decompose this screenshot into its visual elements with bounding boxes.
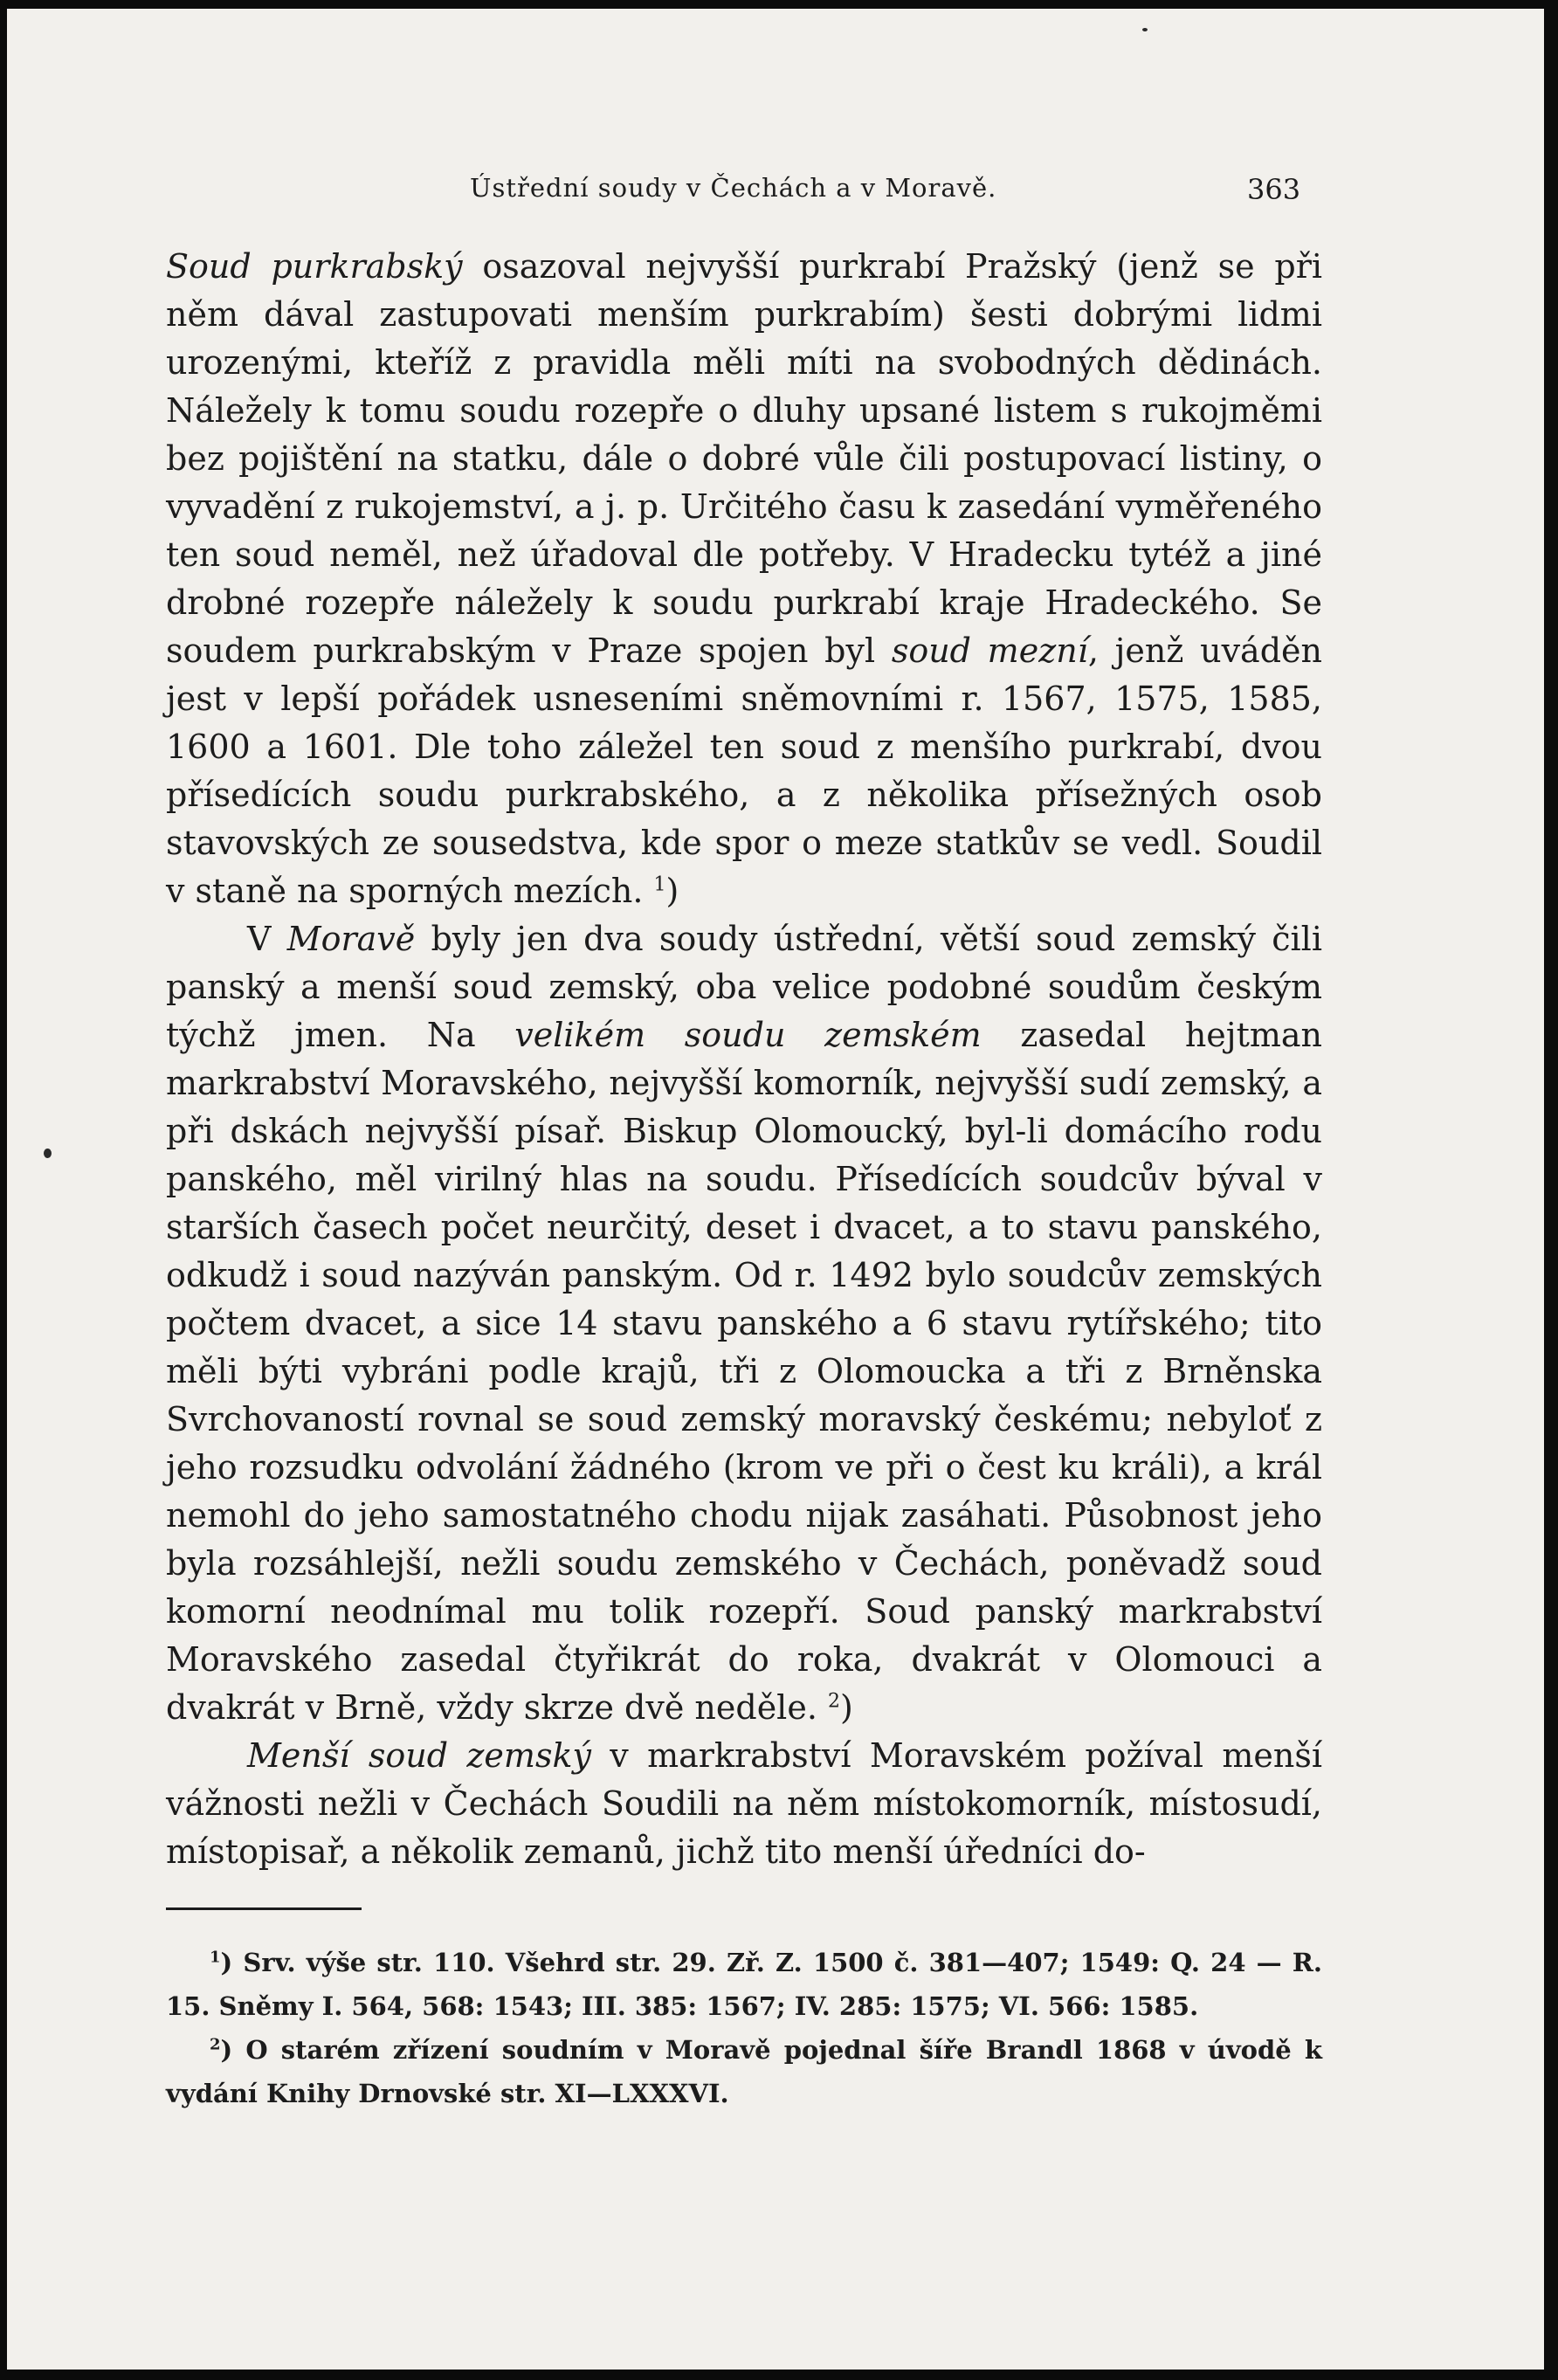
paragraph-soud-purkrabsky xyxy=(166,243,1322,915)
italic-term: velikém soudu zemském xyxy=(514,1016,982,1054)
text-run: ) xyxy=(665,872,679,910)
italic-term: soud mezní xyxy=(891,631,1088,670)
page-number: 363 xyxy=(1247,173,1301,206)
text-run: byly jen dva soudy ústřední, větší soud zemský čili panský a menší soud zemský, oba velice podobné soudům českým týchž jmen. Na xyxy=(166,920,1322,1054)
paragraph-mensi-soud xyxy=(166,1732,1322,1876)
paragraph-morava xyxy=(166,915,1322,1732)
text-run: zasedal hejtman markrabství Moravského, nejvyšší komorník, nejvyšší sudí zemský, a při dskách nejvyšší písař. Biskup Olomoucký, byl-li domácího rodu panského, měl virilný hlas na soudu. Přísedících soudcův býval v starších časech počet neurčitý, deset i dvacet, a to stavu panského, odkudž i soud nazýván panským. Od r. 1492 bylo soudcův zemských počtem dvacet, a sice 14 stavu panského a 6 stavu rytířského; tito měli býti vybráni podle krajů, tři z Olomoucka a tři z Brněnska Svrchovaností rovnal se soud zemský moravský českému; nebyloť z jeho rozsudku odvolání žádného (krom ve při o čest ku králi), a král nemohl do jeho samostatného chodu nijak zasáhati. Působnost jeho byla rozsáhlejší, nežli soudu zemského v Čechách, poněvadž soud komorní neodnímal mu tolik rozepří. Soud panský markrabství Moravského zasedal čtyřikrát do roka, dvakrát v Olomouci a dvakrát v Brně, vždy skrze dvě neděle. xyxy=(166,1016,1322,1727)
italic-term: Moravě xyxy=(286,920,416,958)
book-page xyxy=(7,9,1544,2370)
text-run: ) Srv. výše str. 110. Všehrd str. 29. Zř. Z. 1500 č. 381—407; 1549: Q. 24 — R. 15. Sněmy I. 564, 568: 1543; III. 385: 1567; IV. 285: 1575; VI. 566: 1585. xyxy=(166,1948,1322,2021)
italic-term: Menší soud zemský xyxy=(247,1736,591,1775)
footnote-marker: 1 xyxy=(653,873,666,896)
footnote-2 xyxy=(166,2028,1322,2115)
page-header xyxy=(7,173,1544,215)
footnote-separator xyxy=(166,1907,362,1910)
text-run: V xyxy=(247,920,287,958)
footnote-marker: 1 xyxy=(210,1948,221,1967)
running-head: Ústřední soudy v Čechách a v Moravě. xyxy=(470,173,997,203)
footnote-1 xyxy=(166,1941,1322,2028)
body-text xyxy=(166,243,1322,1876)
scan-speck xyxy=(1142,28,1148,31)
italic-term: Soud purkrabský xyxy=(166,247,463,286)
text-run: ) O starém zřízení soudním v Moravě pojednal šíře Brandl 1868 v úvodě k vydání Knihy Drnovské str. XI—LXXXVI. xyxy=(166,2035,1322,2108)
text-run: v markrabství Moravském požíval menší vážnosti nežli v Čechách Soudili na něm místokomorník, místosudí, místopisař, a několik zemanů, jichž tito menší úředníci do- xyxy=(166,1736,1322,1871)
footnotes xyxy=(166,1941,1322,2115)
scan-speck xyxy=(44,1149,52,1158)
footnote-marker: 2 xyxy=(210,2035,221,2054)
text-run: osazoval nejvyšší purkrabí Pražský (jenž se při něm dával zastupovati menším purkrabím) šesti dobrými lidmi urozenými, kteříž z pravidla měli míti na svobodných dědinách. Náležely k tomu soudu rozepře o dluhy upsané listem s rukojměmi bez pojištění na statku, dále o dobré vůle čili postupovací listiny, o vyvadění z rukojemství, a j. p. Určitého času k zasedání vyměřeného ten soud neměl, než úřadoval dle potřeby. V Hradecku tytéž a jiné drobné rozepře náležely k soudu purkrabí kraje Hradeckého. Se soudem purkrabským v Praze spojen byl xyxy=(166,247,1323,670)
text-run: ) xyxy=(839,1688,853,1727)
text-run: , jenž uváděn jest v lepší pořádek usneseními sněmovními r. 1567, 1575, 1585, 1600 a 1601. Dle toho záležel ten soud z menšího purkrabí, dvou přísedících soudu purkrabského, a z několika přísežných osob stavovských ze sousedstva, kde spor o meze statkův se vedl. Soudil v staně na sporných mezích. xyxy=(166,631,1322,910)
footnote-marker: 2 xyxy=(827,1690,840,1713)
